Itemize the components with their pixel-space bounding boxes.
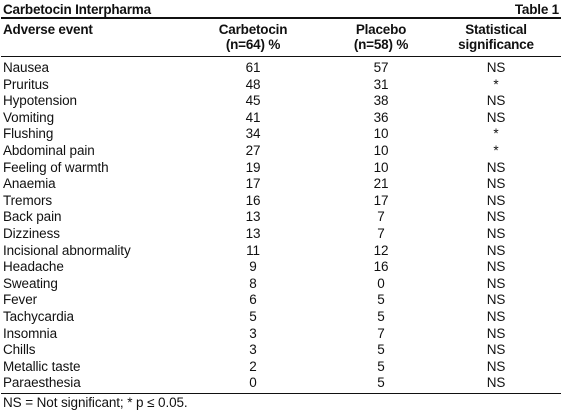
table-row bbox=[1, 160, 561, 177]
table-row bbox=[1, 326, 561, 343]
cell-placebo-percent: 16 bbox=[373, 259, 389, 275]
cell-adverse-event: Headache bbox=[3, 259, 64, 275]
table-row bbox=[1, 110, 561, 127]
cell-placebo-percent: 0 bbox=[377, 275, 385, 291]
table-title-bar bbox=[1, 0, 561, 19]
table-row bbox=[1, 176, 561, 193]
cell-placebo-percent: 10 bbox=[373, 159, 389, 175]
header-carbetocin-line2: (n=64) % bbox=[225, 37, 281, 52]
header-placebo-line1: Placebo bbox=[355, 22, 407, 37]
cell-placebo-percent: 5 bbox=[377, 308, 385, 324]
cell-placebo-percent: 5 bbox=[377, 358, 385, 374]
table-row bbox=[1, 193, 561, 210]
cell-placebo-percent: 5 bbox=[377, 375, 385, 391]
adverse-events-table-page bbox=[1, 0, 561, 411]
cell-placebo-percent: 17 bbox=[373, 192, 389, 208]
table-header bbox=[1, 19, 561, 57]
table-row bbox=[1, 342, 561, 359]
cell-significance: * bbox=[493, 142, 499, 158]
cell-carbetocin-percent: 16 bbox=[245, 192, 261, 208]
cell-adverse-event: Chills bbox=[3, 342, 36, 358]
cell-significance: NS bbox=[486, 192, 506, 208]
header-statistical-significance bbox=[434, 22, 558, 52]
cell-carbetocin-percent: 3 bbox=[249, 325, 257, 341]
cell-significance: NS bbox=[486, 159, 506, 175]
table-body bbox=[1, 57, 561, 392]
cell-placebo-percent: 10 bbox=[373, 126, 389, 142]
cell-significance: * bbox=[493, 76, 499, 92]
cell-significance: NS bbox=[486, 60, 506, 75]
cell-carbetocin-percent: 19 bbox=[245, 159, 261, 175]
cell-adverse-event: Dizziness bbox=[3, 225, 60, 241]
cell-carbetocin-percent: 48 bbox=[245, 76, 261, 92]
cell-significance: * bbox=[493, 126, 499, 142]
header-significance-line2: significance bbox=[458, 37, 534, 52]
cell-adverse-event: Nausea bbox=[3, 60, 49, 75]
cell-significance: NS bbox=[486, 109, 506, 125]
cell-carbetocin-percent: 0 bbox=[249, 375, 257, 391]
cell-carbetocin-percent: 6 bbox=[249, 292, 257, 308]
cell-adverse-event: Back pain bbox=[3, 209, 62, 225]
table-row bbox=[1, 359, 561, 376]
cell-adverse-event: Metallic taste bbox=[3, 358, 81, 374]
table-row bbox=[1, 292, 561, 309]
cell-carbetocin-percent: 9 bbox=[249, 259, 257, 275]
cell-adverse-event: Fever bbox=[3, 292, 38, 308]
cell-adverse-event: Insomnia bbox=[3, 325, 57, 341]
cell-significance: NS bbox=[486, 93, 506, 109]
table-row bbox=[1, 259, 561, 276]
table-title: Carbetocin Interpharma bbox=[3, 2, 151, 17]
cell-carbetocin-percent: 17 bbox=[245, 176, 261, 192]
cell-significance: NS bbox=[486, 259, 506, 275]
cell-adverse-event: Anaemia bbox=[3, 176, 56, 192]
table-row bbox=[1, 60, 561, 77]
header-significance-line1: Statistical bbox=[465, 22, 527, 37]
cell-significance: NS bbox=[486, 176, 506, 192]
cell-carbetocin-percent: 3 bbox=[249, 342, 257, 358]
header-placebo-line2: (n=58) % bbox=[353, 37, 409, 52]
cell-placebo-percent: 12 bbox=[373, 242, 389, 258]
cell-significance: NS bbox=[486, 225, 506, 241]
cell-placebo-percent: 31 bbox=[373, 76, 389, 92]
table-row bbox=[1, 77, 561, 94]
cell-significance: NS bbox=[486, 358, 506, 374]
cell-significance: NS bbox=[486, 375, 506, 391]
cell-adverse-event: Vomiting bbox=[3, 109, 54, 125]
cell-carbetocin-percent: 13 bbox=[245, 209, 261, 225]
cell-placebo-percent: 7 bbox=[377, 325, 385, 341]
cell-carbetocin-percent: 13 bbox=[245, 225, 261, 241]
cell-placebo-percent: 5 bbox=[377, 342, 385, 358]
table-footnote: NS = Not significant; * p ≤ 0.05. bbox=[3, 394, 188, 410]
table-row bbox=[1, 209, 561, 226]
header-placebo bbox=[322, 22, 440, 52]
cell-carbetocin-percent: 2 bbox=[249, 358, 257, 374]
table-row bbox=[1, 243, 561, 260]
cell-significance: NS bbox=[486, 292, 506, 308]
cell-placebo-percent: 57 bbox=[373, 60, 389, 75]
cell-adverse-event: Abdominal pain bbox=[3, 142, 95, 158]
cell-significance: NS bbox=[486, 342, 506, 358]
cell-significance: NS bbox=[486, 275, 506, 291]
header-carbetocin bbox=[194, 22, 312, 52]
table-row bbox=[1, 276, 561, 293]
cell-adverse-event: Feeling of warmth bbox=[3, 159, 109, 175]
cell-significance: NS bbox=[486, 242, 506, 258]
table-row bbox=[1, 375, 561, 392]
table-row bbox=[1, 126, 561, 143]
table-row bbox=[1, 309, 561, 326]
cell-adverse-event: Hypotension bbox=[3, 93, 77, 109]
cell-placebo-percent: 7 bbox=[377, 209, 385, 225]
header-adverse-event: Adverse event bbox=[3, 22, 93, 37]
cell-significance: NS bbox=[486, 308, 506, 324]
cell-carbetocin-percent: 5 bbox=[249, 308, 257, 324]
cell-carbetocin-percent: 61 bbox=[245, 60, 261, 75]
cell-placebo-percent: 10 bbox=[373, 142, 389, 158]
table-row bbox=[1, 143, 561, 160]
cell-placebo-percent: 38 bbox=[373, 93, 389, 109]
cell-placebo-percent: 5 bbox=[377, 292, 385, 308]
cell-carbetocin-percent: 8 bbox=[249, 275, 257, 291]
table-number: Table 1 bbox=[514, 2, 559, 17]
cell-carbetocin-percent: 34 bbox=[245, 126, 261, 142]
cell-carbetocin-percent: 27 bbox=[245, 142, 261, 158]
cell-significance: NS bbox=[486, 325, 506, 341]
cell-carbetocin-percent: 41 bbox=[245, 109, 261, 125]
cell-placebo-percent: 36 bbox=[373, 109, 389, 125]
cell-carbetocin-percent: 11 bbox=[246, 242, 260, 258]
cell-significance: NS bbox=[486, 209, 506, 225]
table-row bbox=[1, 93, 561, 110]
cell-adverse-event: Pruritus bbox=[3, 76, 49, 92]
cell-placebo-percent: 21 bbox=[373, 176, 389, 192]
header-carbetocin-line1: Carbetocin bbox=[218, 22, 288, 37]
cell-adverse-event: Tachycardia bbox=[3, 308, 74, 324]
table-row bbox=[1, 226, 561, 243]
cell-adverse-event: Incisional abnormality bbox=[3, 242, 131, 258]
cell-adverse-event: Sweating bbox=[3, 275, 58, 291]
cell-adverse-event: Paraesthesia bbox=[3, 375, 81, 391]
cell-carbetocin-percent: 45 bbox=[245, 93, 261, 109]
cell-adverse-event: Tremors bbox=[3, 192, 53, 208]
cell-placebo-percent: 7 bbox=[377, 225, 385, 241]
cell-adverse-event: Flushing bbox=[3, 126, 54, 142]
